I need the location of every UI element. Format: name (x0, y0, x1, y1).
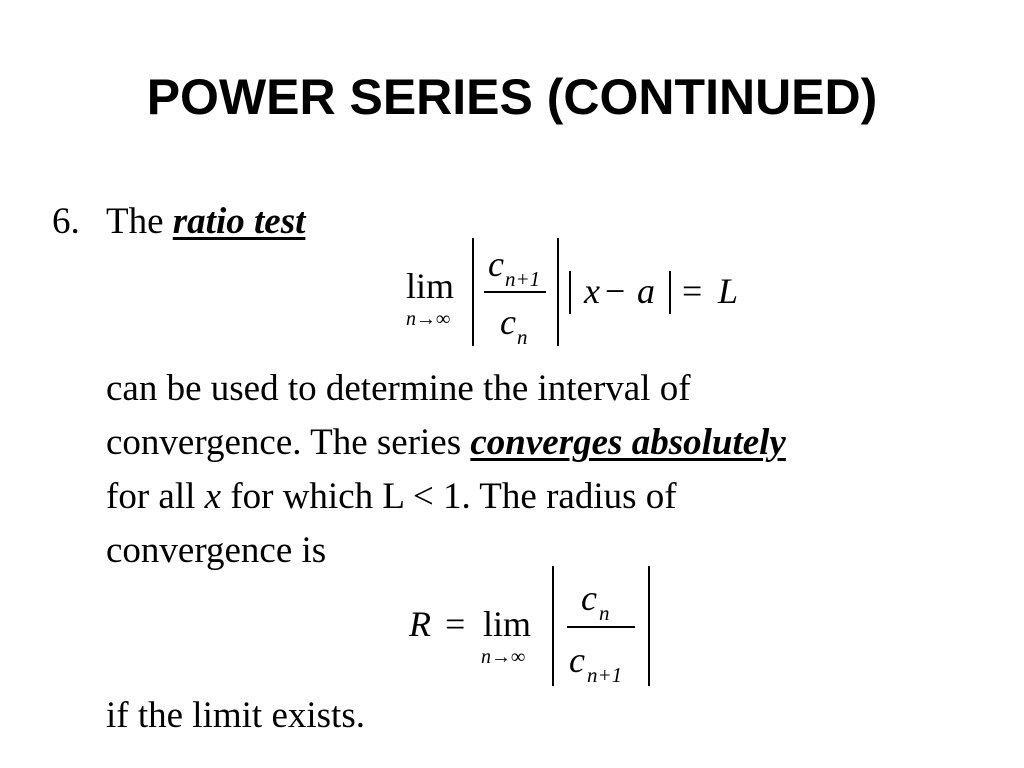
ratio-test-term: ratio test (172, 201, 306, 242)
converges-absolutely-term: converges absolutely (470, 422, 786, 463)
x-var: x (584, 271, 600, 311)
line2-prefix: convergence. The series (106, 422, 462, 463)
lim-subscript-2: n→∞ (481, 646, 526, 668)
lim-text: lim (406, 266, 455, 306)
numerator-subscript-2: n (599, 601, 610, 625)
numerator-c: c (488, 244, 504, 284)
paragraph-line-1: can be used to determine the interval of (106, 368, 691, 409)
numerator-c-2: c (581, 578, 597, 618)
x-variable: x (204, 476, 222, 517)
L-var: L (718, 271, 739, 311)
intro-prefix: The (106, 201, 164, 242)
lim-subscript: n→∞ (406, 308, 451, 330)
ratio-test-formula (400, 228, 760, 353)
paragraph-line-3 (106, 470, 986, 524)
denominator-subscript: n (517, 325, 528, 349)
radius-formula (405, 562, 665, 692)
a-var: a (637, 271, 655, 311)
equals-sign-2: = (445, 604, 466, 644)
explanation-paragraph (106, 362, 986, 578)
paragraph-line-2 (106, 416, 986, 470)
minus-sign: − (605, 271, 626, 311)
denominator-c-2: c (569, 640, 585, 680)
line3-prefix: for all (106, 476, 196, 517)
R-var: R (409, 604, 431, 644)
closing-text: if the limit exists. (106, 695, 365, 736)
paragraph-line-4: convergence is (106, 530, 327, 571)
denominator-c: c (500, 302, 516, 342)
slide-title: POWER SERIES (CONTINUED) (146, 69, 878, 125)
item-intro (106, 200, 305, 244)
lim-text-2: lim (483, 604, 532, 644)
item-number: 6. (52, 201, 80, 242)
line3-suffix: for which L < 1. The radius of (230, 476, 677, 517)
equals-sign: = (682, 271, 703, 311)
denominator-subscript-2: n+1 (587, 663, 623, 687)
numerator-subscript: n+1 (505, 267, 541, 291)
